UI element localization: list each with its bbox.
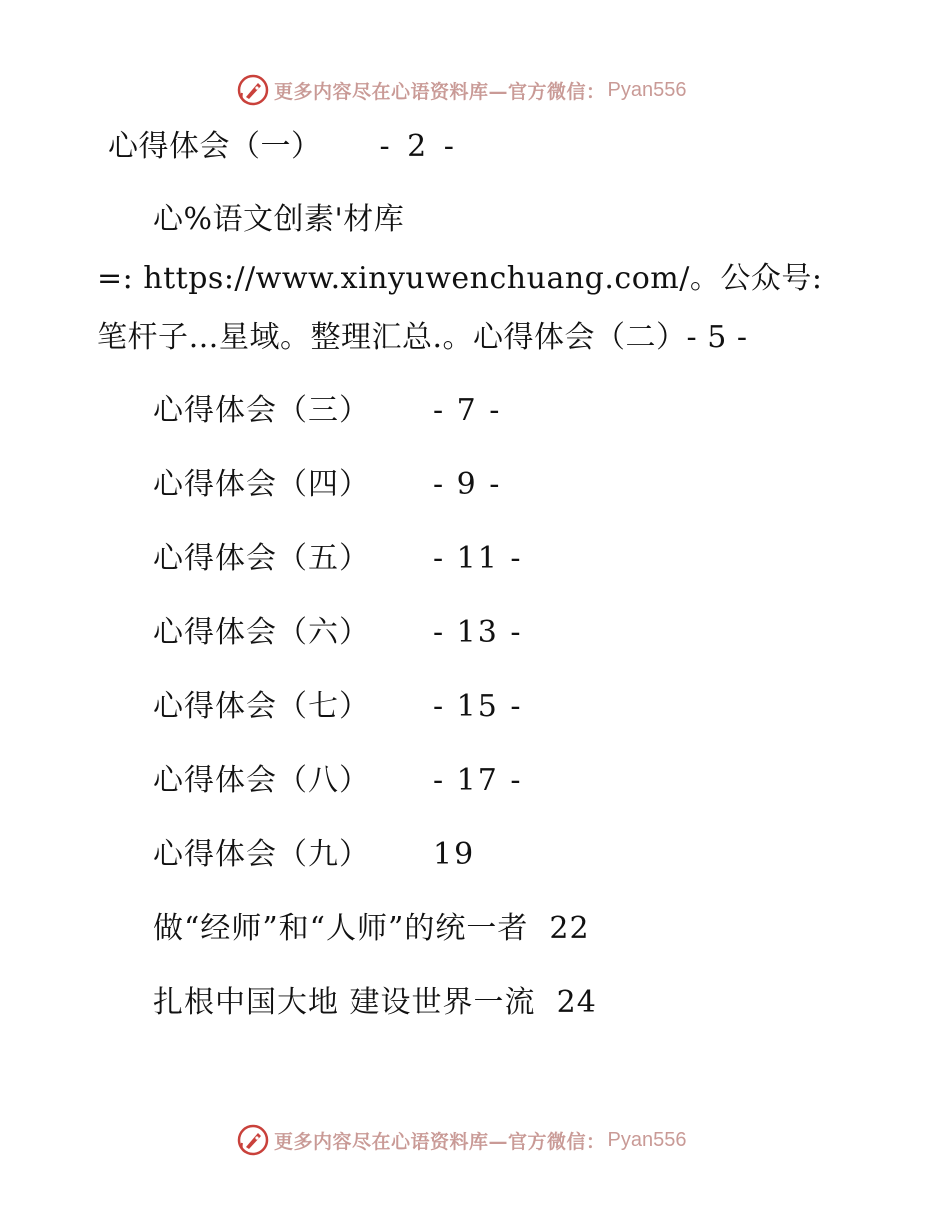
toc-entry-8 [153, 761, 523, 801]
toc-entry-title: 心得体会（三） [153, 393, 370, 428]
toc-entry-3 [153, 391, 501, 431]
watermark-text: 更多内容尽在心语资料库—官方微信： [274, 1130, 606, 1153]
toc-entry-9 [153, 835, 475, 875]
toc-entry-page: 19 [433, 837, 476, 872]
toc-entry-title: 心得体会（九） [153, 837, 370, 872]
toc-entry-title: 心得体会（七） [153, 689, 370, 724]
toc-entry-4 [153, 465, 501, 505]
toc-entry-1-title: 心得体会（一） [108, 129, 322, 164]
watermark-text: 更多内容尽在心语资料库—官方微信： [274, 80, 606, 103]
toc-entry-1 [108, 127, 458, 167]
watermark-wechat-id: Pyan556 [607, 1128, 687, 1151]
toc-entry-page: - 17 - [433, 763, 523, 798]
pen-nib-logo-icon [236, 73, 270, 107]
toc-entry-page: - 7 - [433, 393, 502, 428]
toc-entry-title: 心得体会（六） [153, 615, 370, 650]
toc-entry-title: 心得体会（八） [153, 763, 370, 798]
toc-entry-title: 心得体会（四） [153, 467, 370, 502]
toc-entry-page: - 11 - [433, 541, 523, 576]
url-line: =: https://www.xinyuwenchuang.com/。公众号: [97, 261, 823, 296]
header-watermark [236, 73, 686, 107]
toc-entry-page: - 13 - [433, 615, 523, 650]
toc-entry-7 [153, 687, 523, 727]
toc-entry-zhagen: 扎根中国大地 建设世界一流 24 [153, 985, 597, 1020]
source-line: 心%语文创素'材库 [153, 202, 405, 237]
watermark-wechat-id: Pyan556 [607, 78, 687, 101]
toc-entry-page: - 9 - [433, 467, 502, 502]
pen-nib-logo-icon [236, 1123, 270, 1157]
toc-entry-page: - 15 - [433, 689, 523, 724]
footer-watermark [236, 1123, 686, 1157]
toc-entry-5 [153, 539, 523, 579]
credit-line: 笔杆子…星域。整理汇总.。心得体会（二）- 5 - [97, 320, 748, 355]
toc-entry-title: 心得体会（五） [153, 541, 370, 576]
toc-entry-1-page: - 2 - [379, 129, 458, 164]
toc-entry-6 [153, 613, 523, 653]
toc-entry-jingshi: 做“经师”和“人师”的统一者 22 [153, 911, 590, 946]
